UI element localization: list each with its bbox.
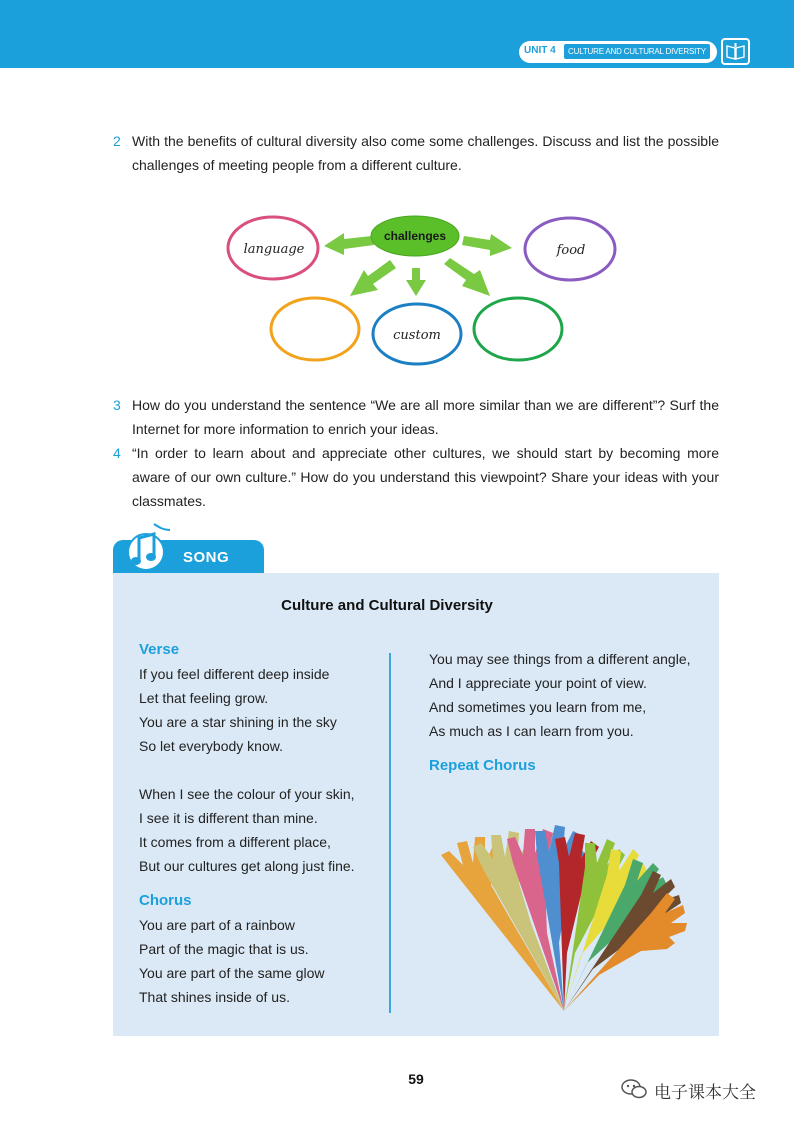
verse-heading: Verse <box>139 641 180 658</box>
arrow-down <box>406 268 426 296</box>
repeat-chorus-heading: Repeat Chorus <box>429 757 536 774</box>
lyric-line: It comes from a different place, <box>139 834 331 850</box>
page-number: 59 <box>408 1071 424 1087</box>
center-node <box>371 216 459 256</box>
lyric-line: Let that feeling grow. <box>139 690 269 706</box>
arrow-left <box>324 233 374 255</box>
lyric-line: That shines inside of us. <box>139 989 290 1005</box>
question-number: 4 <box>113 445 121 461</box>
lyric-line: I see it is different than mine. <box>139 810 318 826</box>
unit-title: CULTURE AND CULTURAL DIVERSITY <box>564 44 710 59</box>
verse-3 <box>429 647 691 743</box>
lyric-line: So let everybody know. <box>139 738 283 754</box>
lyric-line: You are part of the same glow <box>139 965 325 981</box>
arrow-down-left <box>350 260 396 296</box>
lyric-line: If you feel different deep inside <box>139 666 330 682</box>
question-number: 2 <box>113 133 121 149</box>
node-label: custom <box>393 328 441 343</box>
music-note-icon <box>124 520 172 572</box>
column-divider <box>389 653 391 1013</box>
node-label: food <box>556 243 586 258</box>
wechat-icon <box>620 1078 648 1100</box>
lyric-line: And I appreciate your point of view. <box>429 675 647 691</box>
question-text: How do you understand the sentence “We are all more similar than we are different”? Surf the Internet for more information to enrich your ideas. <box>132 397 719 437</box>
node-custom <box>373 304 461 364</box>
chorus-heading: Chorus <box>139 892 192 909</box>
question-2 <box>113 129 719 177</box>
unit-label: UNIT 4 <box>524 45 556 56</box>
lyric-line: You may see things from a different angle, <box>429 651 691 667</box>
question-text: With the benefits of cultural diversity also come some challenges. Discuss and list the possible challenges of meeting people from a different culture. <box>132 133 719 173</box>
lyric-line: And sometimes you learn from me, <box>429 699 647 715</box>
chorus <box>139 913 325 1009</box>
lyric-line: As much as I can learn from you. <box>429 723 634 739</box>
song-title: Culture and Cultural Diversity <box>281 597 493 614</box>
rainbow-hands-heart-illustration <box>435 803 693 1015</box>
question-number: 3 <box>113 397 121 413</box>
node-language <box>228 217 318 279</box>
song-panel <box>113 573 719 1036</box>
question-3 <box>113 393 719 441</box>
lyric-line: But our cultures get along just fine. <box>139 858 355 874</box>
question-4 <box>113 441 719 513</box>
arrow-right <box>462 234 512 256</box>
node-food <box>525 218 615 280</box>
question-text: “In order to learn about and appreciate other cultures, we should start by becoming more aware of our own culture.” How do you understand this viewpoint? Share your ideas with your classmates. <box>132 445 719 509</box>
node-blank-left <box>271 298 359 360</box>
lyric-line: You are part of a rainbow <box>139 917 295 933</box>
challenges-mind-map <box>220 208 620 370</box>
lyric-line: You are a star shining in the sky <box>139 714 337 730</box>
center-label: challenges <box>383 229 447 243</box>
lyric-line: When I see the colour of your skin, <box>139 786 355 802</box>
watermark-text: 电子课本大全 <box>654 1083 756 1102</box>
verse-2 <box>139 782 355 878</box>
verse-1 <box>139 662 337 758</box>
arrow-down-right <box>444 258 490 296</box>
book-icon <box>721 38 750 65</box>
node-blank-right <box>474 298 562 360</box>
song-tab-label: SONG <box>183 549 230 566</box>
unit-badge <box>519 41 717 63</box>
lyric-line: Part of the magic that is us. <box>139 941 309 957</box>
node-label: language <box>243 242 305 257</box>
